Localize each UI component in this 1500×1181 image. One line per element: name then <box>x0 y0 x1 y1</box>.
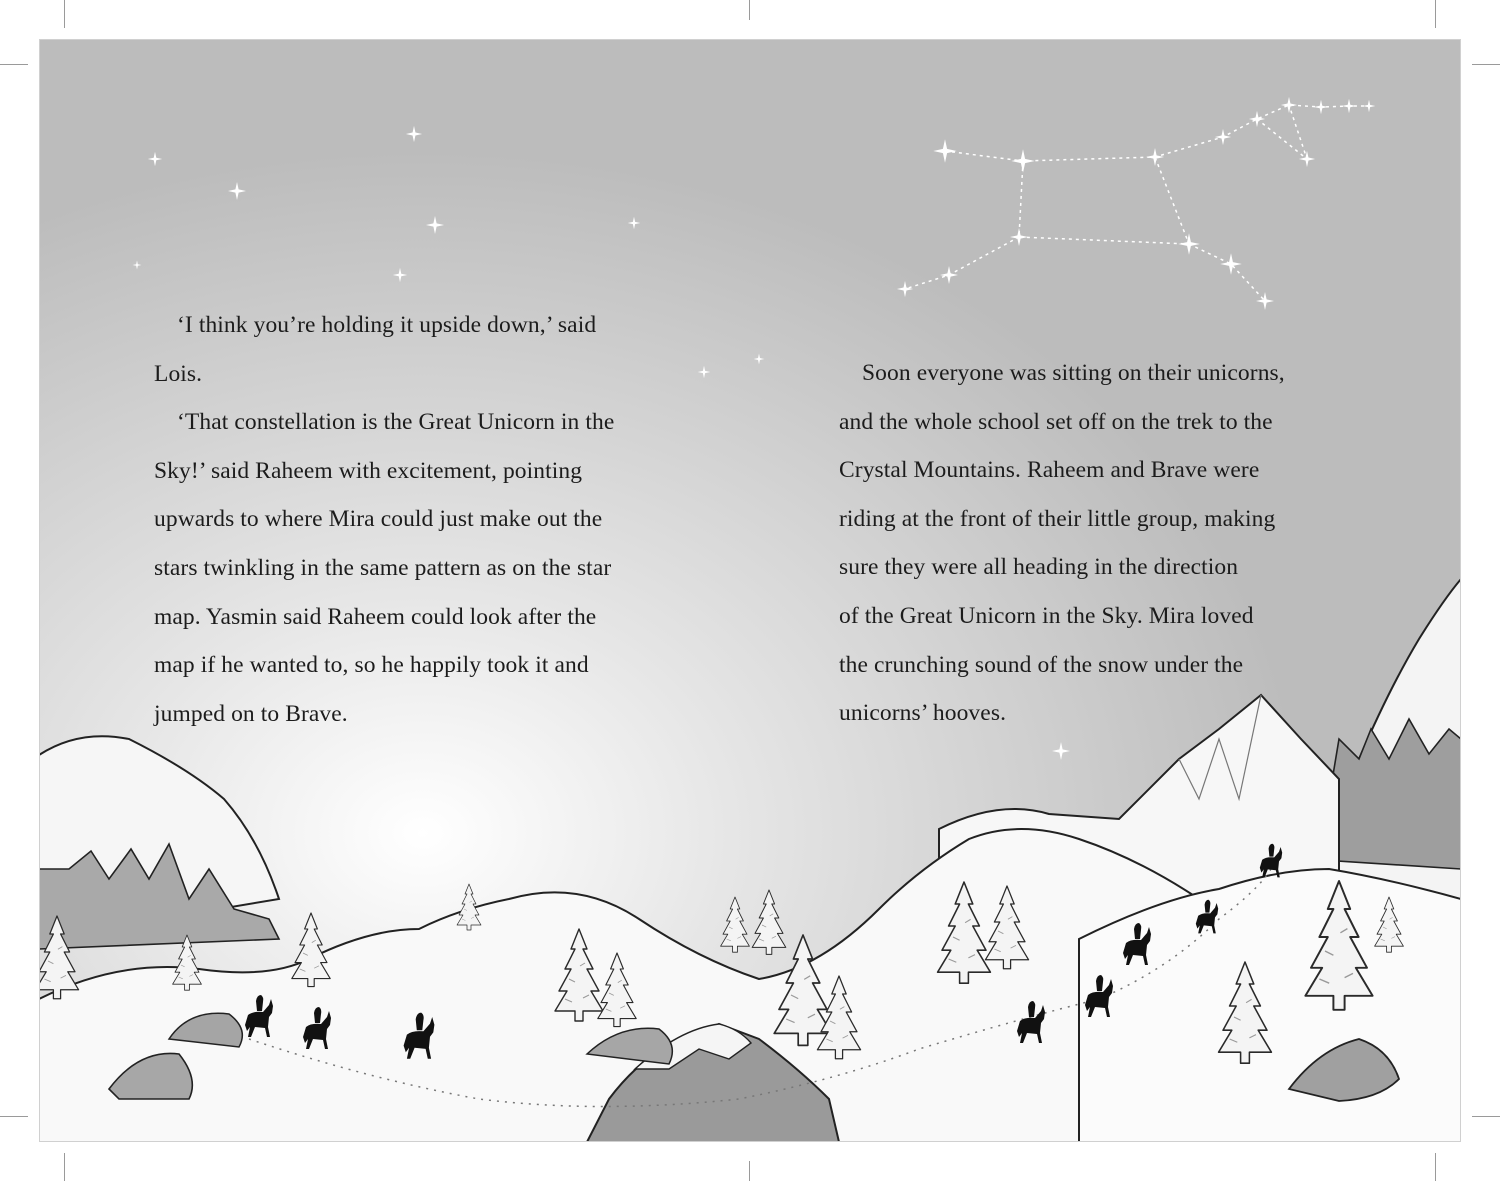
text-line: and the whole school set off on the trek to the <box>839 408 1273 435</box>
crop-mark-bottom-center <box>749 1161 750 1181</box>
left-page-text <box>154 301 614 738</box>
text-line: unicorns’ hooves. <box>839 700 1007 727</box>
book-spread <box>39 39 1461 1142</box>
text-line: sure they were all heading in the direction <box>839 554 1239 581</box>
text-line: upwards to where Mira could just make out the <box>154 506 603 533</box>
crop-mark-top-left <box>0 64 28 65</box>
text-line: of the Great Unicorn in the Sky. Mira loved <box>839 602 1254 629</box>
text-line: ‘I think you’re holding it upside down,’ said <box>177 312 597 338</box>
crop-mark-bottom-left-v <box>64 1153 65 1181</box>
text-line: the crunching sound of the snow under the <box>839 651 1244 678</box>
text-line: jumped on to Brave. <box>154 700 348 727</box>
crop-mark-bottom-right <box>1472 1116 1500 1117</box>
text-line: stars twinkling in the same pattern as on the star <box>154 554 612 581</box>
crop-mark-top-right <box>1472 64 1500 65</box>
text-line: map. Yasmin said Raheem could look after the <box>154 603 597 630</box>
text-line: Sky!’ said Raheem with excitement, pointing <box>154 457 583 484</box>
crop-mark-bottom-left <box>0 1116 28 1117</box>
text-line: riding at the front of their little group, making <box>839 505 1276 532</box>
text-line: Crystal Mountains. Raheem and Brave were <box>839 457 1260 484</box>
crop-mark-top-right-v <box>1435 0 1436 28</box>
right-page-text <box>839 349 1285 738</box>
text-line: map if he wanted to, so he happily took it and <box>154 652 589 679</box>
text-line: Lois. <box>154 360 203 387</box>
crop-mark-bottom-right-v <box>1435 1153 1436 1181</box>
text-line: Soon everyone was sitting on their unicorns, <box>862 360 1285 386</box>
text-line: ‘That constellation is the Great Unicorn in the <box>177 409 615 436</box>
crop-mark-top-left-v <box>64 0 65 28</box>
crop-mark-top-center <box>749 0 750 20</box>
